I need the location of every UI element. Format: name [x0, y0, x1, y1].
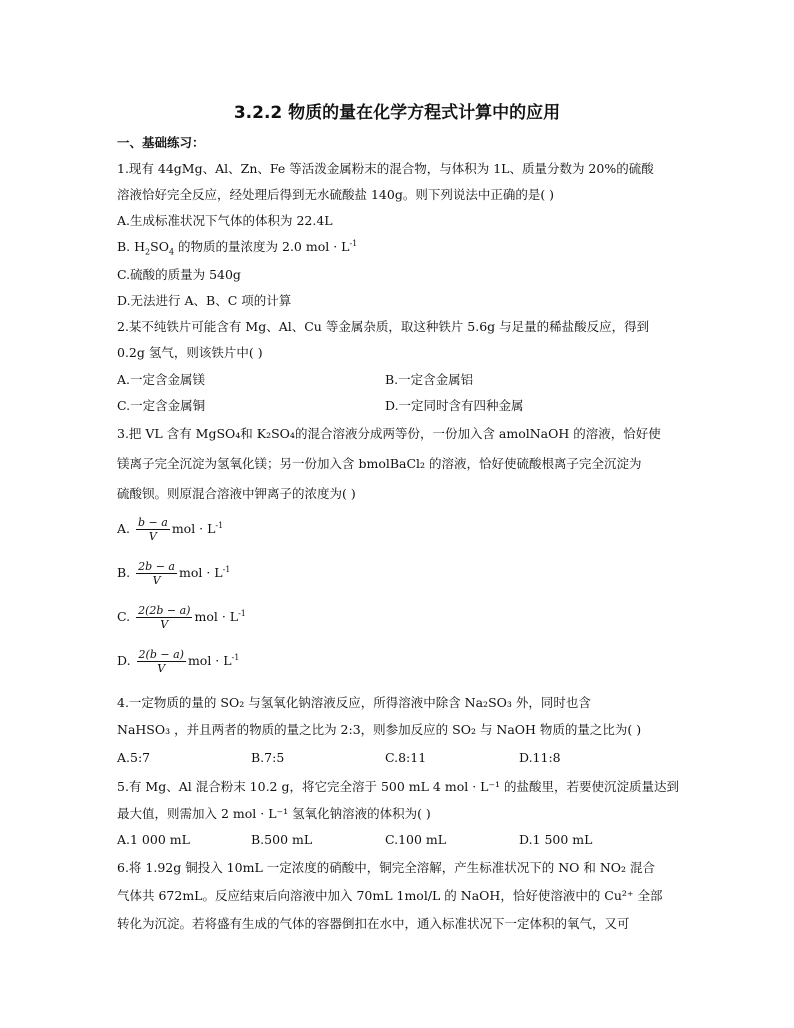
fraction [136, 560, 177, 587]
unit: mol · L [187, 653, 232, 668]
option-label: D. [117, 653, 131, 668]
fraction [137, 648, 186, 675]
q3-stem-line3: 硫酸钡。则原混合溶液中钾离子的浓度为( ) [117, 486, 356, 501]
q5-option-c: C.100 mL [385, 832, 447, 847]
q3-stem-line1: 3.把 VL 含有 MgSO₄和 K₂SO₄的混合溶液分成两等份，一份加入含 amolNaOH 的溶液，恰好使 [117, 426, 661, 441]
q1-option-b-post: 的物质的量浓度为 2.0 mol · L [174, 239, 350, 254]
q2-stem-line2: 0.2g 氢气，则该铁片中( ) [117, 345, 263, 360]
q4-option-a: A.5:7 [117, 750, 151, 765]
q2-option-d: D.一定同时含有四种金属 [385, 398, 524, 413]
q6-stem-line2: 气体共 672mL。反应结束后向溶液中加入 70mL 1mol/L 的 NaOH，恰好使溶液中的 Cu²⁺ 全部 [117, 888, 663, 903]
superscript: -1 [222, 564, 231, 574]
superscript: -1 [238, 608, 246, 618]
fraction [136, 604, 192, 631]
option-label: B. [117, 565, 131, 580]
q2-option-b: B.一定含金属铝 [385, 372, 474, 387]
page-title: 3.2.2 物质的量在化学方程式计算中的应用 [233, 103, 561, 123]
q1-option-b-pre: B. H [117, 239, 146, 254]
section-heading: 一、基础练习： [117, 135, 205, 150]
q5-stem-line1: 5.有 Mg、Al 混合粉末 10.2 g，将它完全溶于 500 mL 4 mol · L⁻¹ 的盐酸里，若要使沉淀质量达到 [117, 779, 680, 794]
q1-option-a: A.生成标准状况下气体的体积为 22.4L [117, 213, 333, 228]
fraction-numerator: 2(2b − a) [138, 604, 191, 617]
q6-stem-line1: 6.将 1.92g 铜投入 10mL 一定浓度的硝酸中，铜完全溶解，产生标准状况下的 NO 和 NO₂ 混合 [117, 860, 655, 875]
subscript: 4 [168, 247, 175, 257]
q5-option-a: A.1 000 mL [117, 832, 190, 847]
q4-stem-line1: 4.一定物质的量的 SO₂ 与氢氧化钠溶液反应，所得溶液中除含 Na₂SO₃ 外，同时也含 [117, 695, 591, 710]
q1-stem-line2: 溶液恰好完全反应，经处理后得到无水硫酸盐 140g。则下列说法中正确的是( ) [117, 187, 555, 202]
fraction-denominator: V [152, 574, 161, 587]
option-label: C. [117, 609, 131, 624]
unit: mol · L [194, 609, 239, 624]
fraction-numerator: 2b − a [138, 560, 175, 573]
option-label: A. [117, 521, 131, 536]
q1-option-b [117, 238, 357, 256]
unit: mol · L [171, 521, 216, 536]
fraction-denominator: V [160, 618, 169, 631]
unit: mol · L [178, 565, 223, 580]
q1-option-c: C.硫酸的质量为 540g [117, 267, 241, 282]
superscript: -1 [215, 520, 224, 530]
q2-stem-line1: 2.某不纯铁片可能含有 Mg、Al、Cu 等金属杂质，取这种铁片 5.6g 与足量的稀盐酸反应，得到 [117, 319, 650, 334]
q3-option-d [117, 648, 239, 675]
fraction-numerator: 2(b − a) [138, 648, 184, 661]
q5-option-b: B.500 mL [251, 832, 313, 847]
q4-option-b: B.7:5 [251, 750, 285, 765]
fraction [136, 516, 170, 543]
q3-option-c [117, 604, 246, 631]
fraction-denominator: V [148, 530, 157, 543]
q3-stem-line2: 镁离子完全沉淀为氢氧化镁；另一份加入含 bmolBaCl₂ 的溶液，恰好使硫酸根离子完全沉淀为 [117, 456, 642, 471]
fraction-numerator: b − a [138, 516, 168, 529]
q1-stem-line1: 1.现有 44gMg、Al、Zn、Fe 等活泼金属粉末的混合物，与体积为 1L、质量分数为 20%的硫酸 [117, 161, 654, 176]
superscript: -1 [231, 652, 240, 662]
superscript: -1 [349, 238, 358, 248]
q2-option-c: C.一定含金属铜 [117, 398, 206, 413]
q3-option-a [117, 516, 223, 543]
q5-stem-line2: 最大值，则需加入 2 mol · L⁻¹ 氢氧化钠溶液的体积为( ) [117, 806, 431, 821]
subscript: 2 [145, 247, 151, 257]
q4-option-c: C.8:11 [385, 750, 427, 765]
q3-option-b [117, 560, 230, 587]
q4-option-d: D.11:8 [519, 750, 561, 765]
q1-option-b-mid: SO [150, 239, 169, 254]
q6-stem-line3: 转化为沉淀。若将盛有生成的气体的容器倒扣在水中，通入标准状况下一定体积的氧气，又可 [117, 916, 630, 931]
q2-option-a: A.一定含金属镁 [117, 372, 206, 387]
q1-option-d: D.无法进行 A、B、C 项的计算 [117, 293, 292, 308]
q5-option-d: D.1 500 mL [519, 832, 593, 847]
fraction-denominator: V [157, 662, 166, 675]
q4-stem-line2: NaHSO₃ ，并且两者的物质的量之比为 2:3，则参加反应的 SO₂ 与 NaOH 物质的量之比为( ) [117, 722, 642, 737]
